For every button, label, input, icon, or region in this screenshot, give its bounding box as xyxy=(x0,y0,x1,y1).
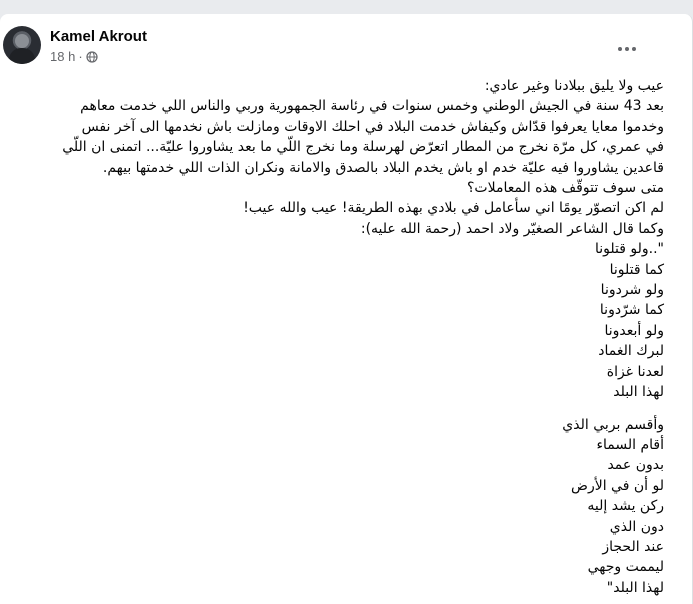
post-line: متى سوف تتوقّف هذه المعاملات؟ xyxy=(466,180,664,197)
poem-line: بدون عمد xyxy=(607,457,664,474)
post-body xyxy=(44,76,664,598)
poem-line: ركن يشد إليه xyxy=(587,498,664,515)
post-meta xyxy=(50,49,98,64)
stanza-gap xyxy=(44,403,664,415)
post-line: عيب ولا يليق ببلادنا وغير عادي: xyxy=(484,78,664,94)
poem-line: لهذا البلد xyxy=(613,384,664,401)
poem-line: لو أن في الأرض xyxy=(571,477,664,494)
poem-line: ولو أبعدونا xyxy=(604,322,664,339)
post-line: وخدموا معايا يعرفوا قدّاش وكيفاش خدمت البلاد في احلك الاوقات ومازلت باش نخدمها الى آخر نفس xyxy=(81,118,664,135)
poem-line: لعدنا غزاة xyxy=(606,363,664,380)
poem-line: عند الحجاز xyxy=(602,538,664,555)
post-time[interactable]: 18 h xyxy=(50,49,76,64)
avatar-head-shape xyxy=(15,34,29,48)
post-line: قاعدين يشاوروا فيه عليّة خدم او باش يخدم البلاد بالصدق والامانة ونكران الذات اللي خدمتها بيهم. xyxy=(102,159,664,176)
avatar-body-shape xyxy=(9,48,35,64)
poem-line: لبرك الغماد xyxy=(598,343,664,360)
more-options-button[interactable] xyxy=(612,38,642,60)
more-dot xyxy=(632,47,636,51)
poem-line: ليممت وجهي xyxy=(587,559,664,576)
post-line: وكما قال الشاعر الصغيّر ولاد احمد (رحمة الله عليه): xyxy=(360,220,664,237)
poem-line: ولو شردونا xyxy=(600,282,664,299)
poem-line: كما شرّدونا xyxy=(599,302,664,319)
more-dot xyxy=(625,47,629,51)
post-header xyxy=(0,14,692,70)
poem-line: لهذا البلد" xyxy=(606,579,664,596)
post-line: في عمري، كل مرّة نخرج من المطار اتعرّض لهرسلة وما نخرج اللّي ما بعد يشاوروا عليّة... اتمنى ان اللّي xyxy=(62,139,664,156)
poem-line: أقام السماء xyxy=(596,436,664,453)
more-dot xyxy=(618,47,622,51)
poem-line: "..ولو قتلونا xyxy=(595,241,664,258)
separator-dot: · xyxy=(78,49,83,64)
post-card xyxy=(0,14,693,604)
post-line: بعد 43 سنة في الجيش الوطني وخمس سنوات في رئاسة الجمهورية وربي والناس اللي خدمت معاهم xyxy=(80,98,664,115)
poem-line: كما قتلونا xyxy=(609,261,664,278)
globe-icon xyxy=(86,51,98,63)
poem-line: دون الذي xyxy=(609,518,664,535)
post-line: لم اكن اتصوّر يومًا اني سأعامل في بلادي بهذه الطريقة! عيب والله عيب! xyxy=(243,200,664,217)
avatar[interactable] xyxy=(3,26,41,64)
poem-line: وأقسم بربي الذي xyxy=(562,416,664,433)
author-name[interactable]: Kamel Akrout xyxy=(50,28,147,45)
